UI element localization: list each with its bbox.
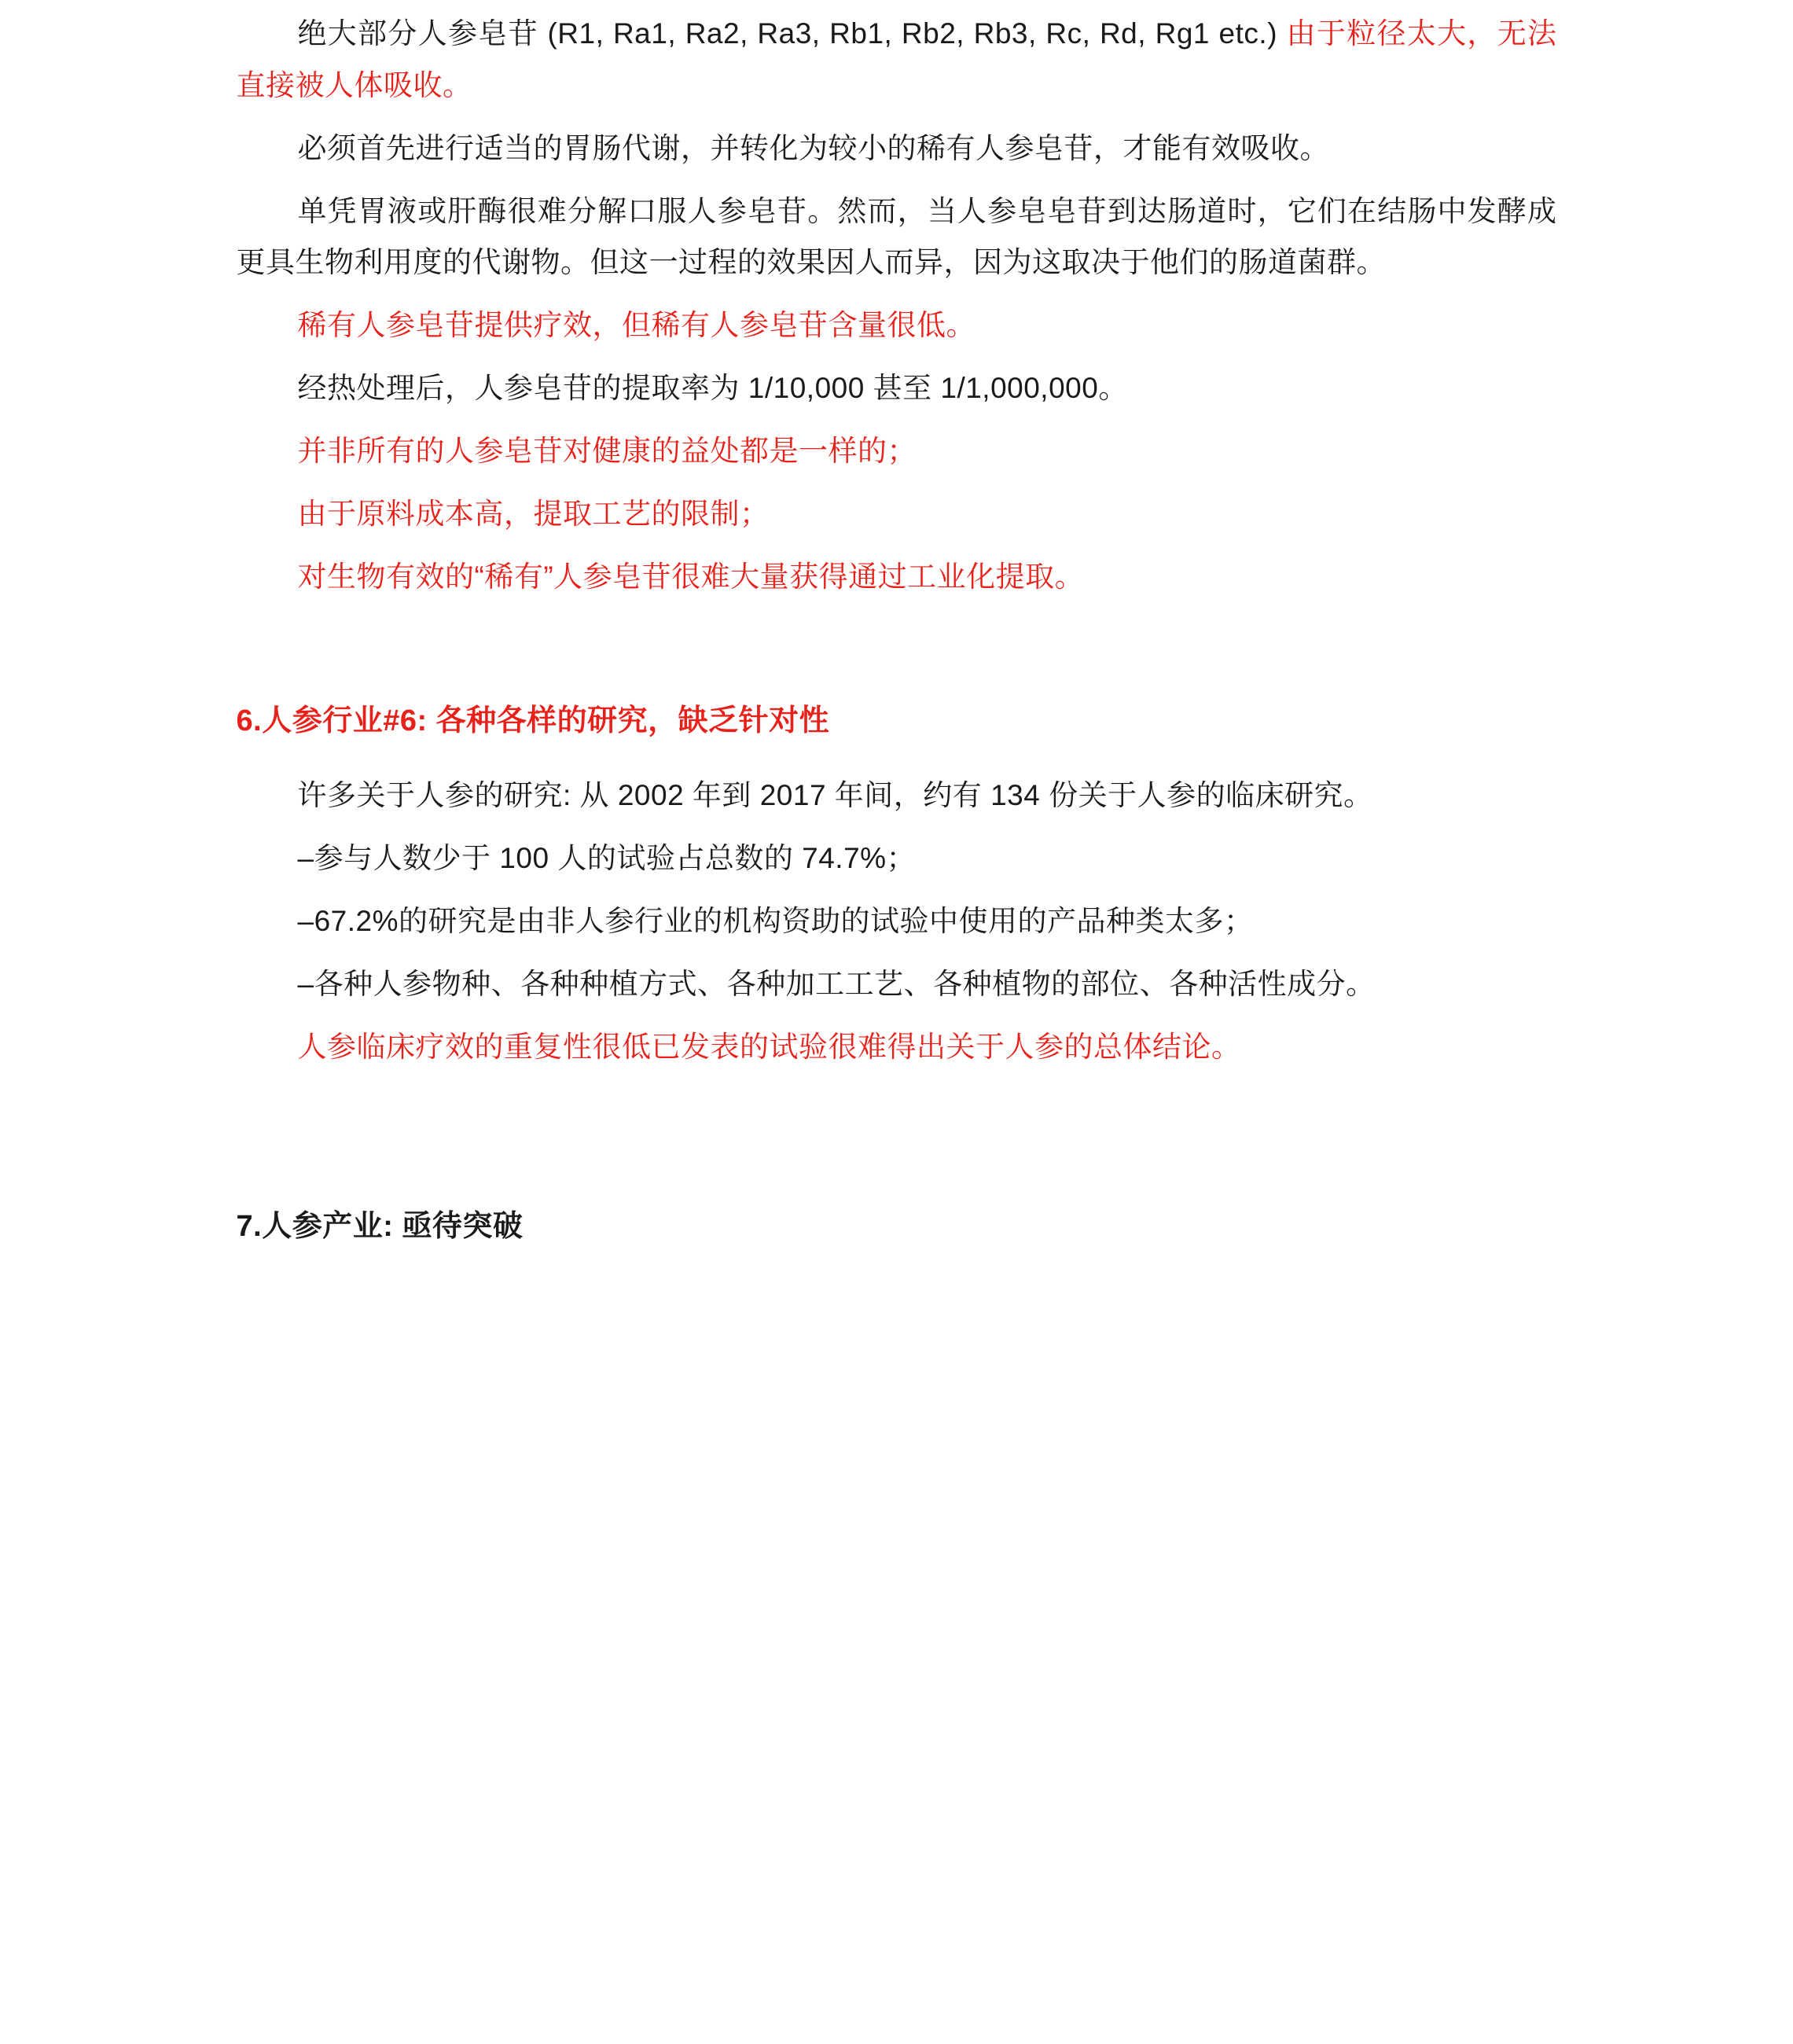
list-item: –67.2%的研究是由非人参行业的机构资助的试验中使用的产品种类太多； [297,904,1254,937]
section-spacer-bottom [237,1083,1557,1201]
list-item: –参与人数少于 100 人的试验占总数的 74.7%； [297,842,917,875]
paragraph-not-all-equal: 并非所有的人参皂苷对健康的益处都是一样的； [297,435,917,468]
section-spacer [237,614,1557,696]
paragraph-ginsenosides-absorption [237,8,1557,112]
paragraph-cost-limits: 由于原料成本高，提取工艺的限制； [297,497,770,530]
text-run-red: 由于粒径太大，无法直接被人体吸收。 [236,17,1557,101]
heading-section-6: 6.人参行业#6: 各种各样的研究，缺乏针对性 [236,704,830,737]
text-run-black: 绝大部分人参皂苷 (R1, Ra1, Ra2, Ra3, Rb1, Rb2, Rb3, Rc, Rd, Rg1 etc.) [297,17,1287,50]
document-body [237,0,1557,1252]
heading-gap [237,746,1557,770]
paragraph-section6-intro: 许多关于人参的研究: 从 2002 年到 2017 年间，约有 134 份关于人参的临床研究。 [297,779,1373,812]
paragraph-hard-to-obtain: 对生物有效的“稀有”人参皂苷很难大量获得通过工业化提取。 [297,560,1085,593]
paragraph-rare-low-content: 稀有人参皂苷提供疗效，但稀有人参皂苷含量很低。 [297,309,975,342]
list-item: –各种人参物种、各种种植方式、各种加工工艺、各种植物的部位、各种活性成分。 [297,967,1376,1000]
heading-section-7: 7.人参产业: 亟待突破 [236,1210,524,1244]
paragraph-extraction-rate: 经热处理后，人参皂苷的提取率为 1/10,000 甚至 1/1,000,000。 [297,372,1128,405]
paragraph-metabolism: 必须首先进行适当的胃肠代谢，并转化为较小的稀有人参皂苷，才能有效吸收。 [297,131,1329,164]
paragraph-gut-flora: 单凭胃液或肝酶很难分解口服人参皂苷。然而，当人参皂皂苷到达肠道时，它们在结肠中发酵成更具生物利用度的代谢物。但这一过程的效果因人而异，因为这取决于他们的肠道菌群。 [236,194,1557,279]
paragraph-section6-conclusion: 人参临床疗效的重复性很低已发表的试验很难得出关于人参的总体结论。 [297,1030,1241,1063]
